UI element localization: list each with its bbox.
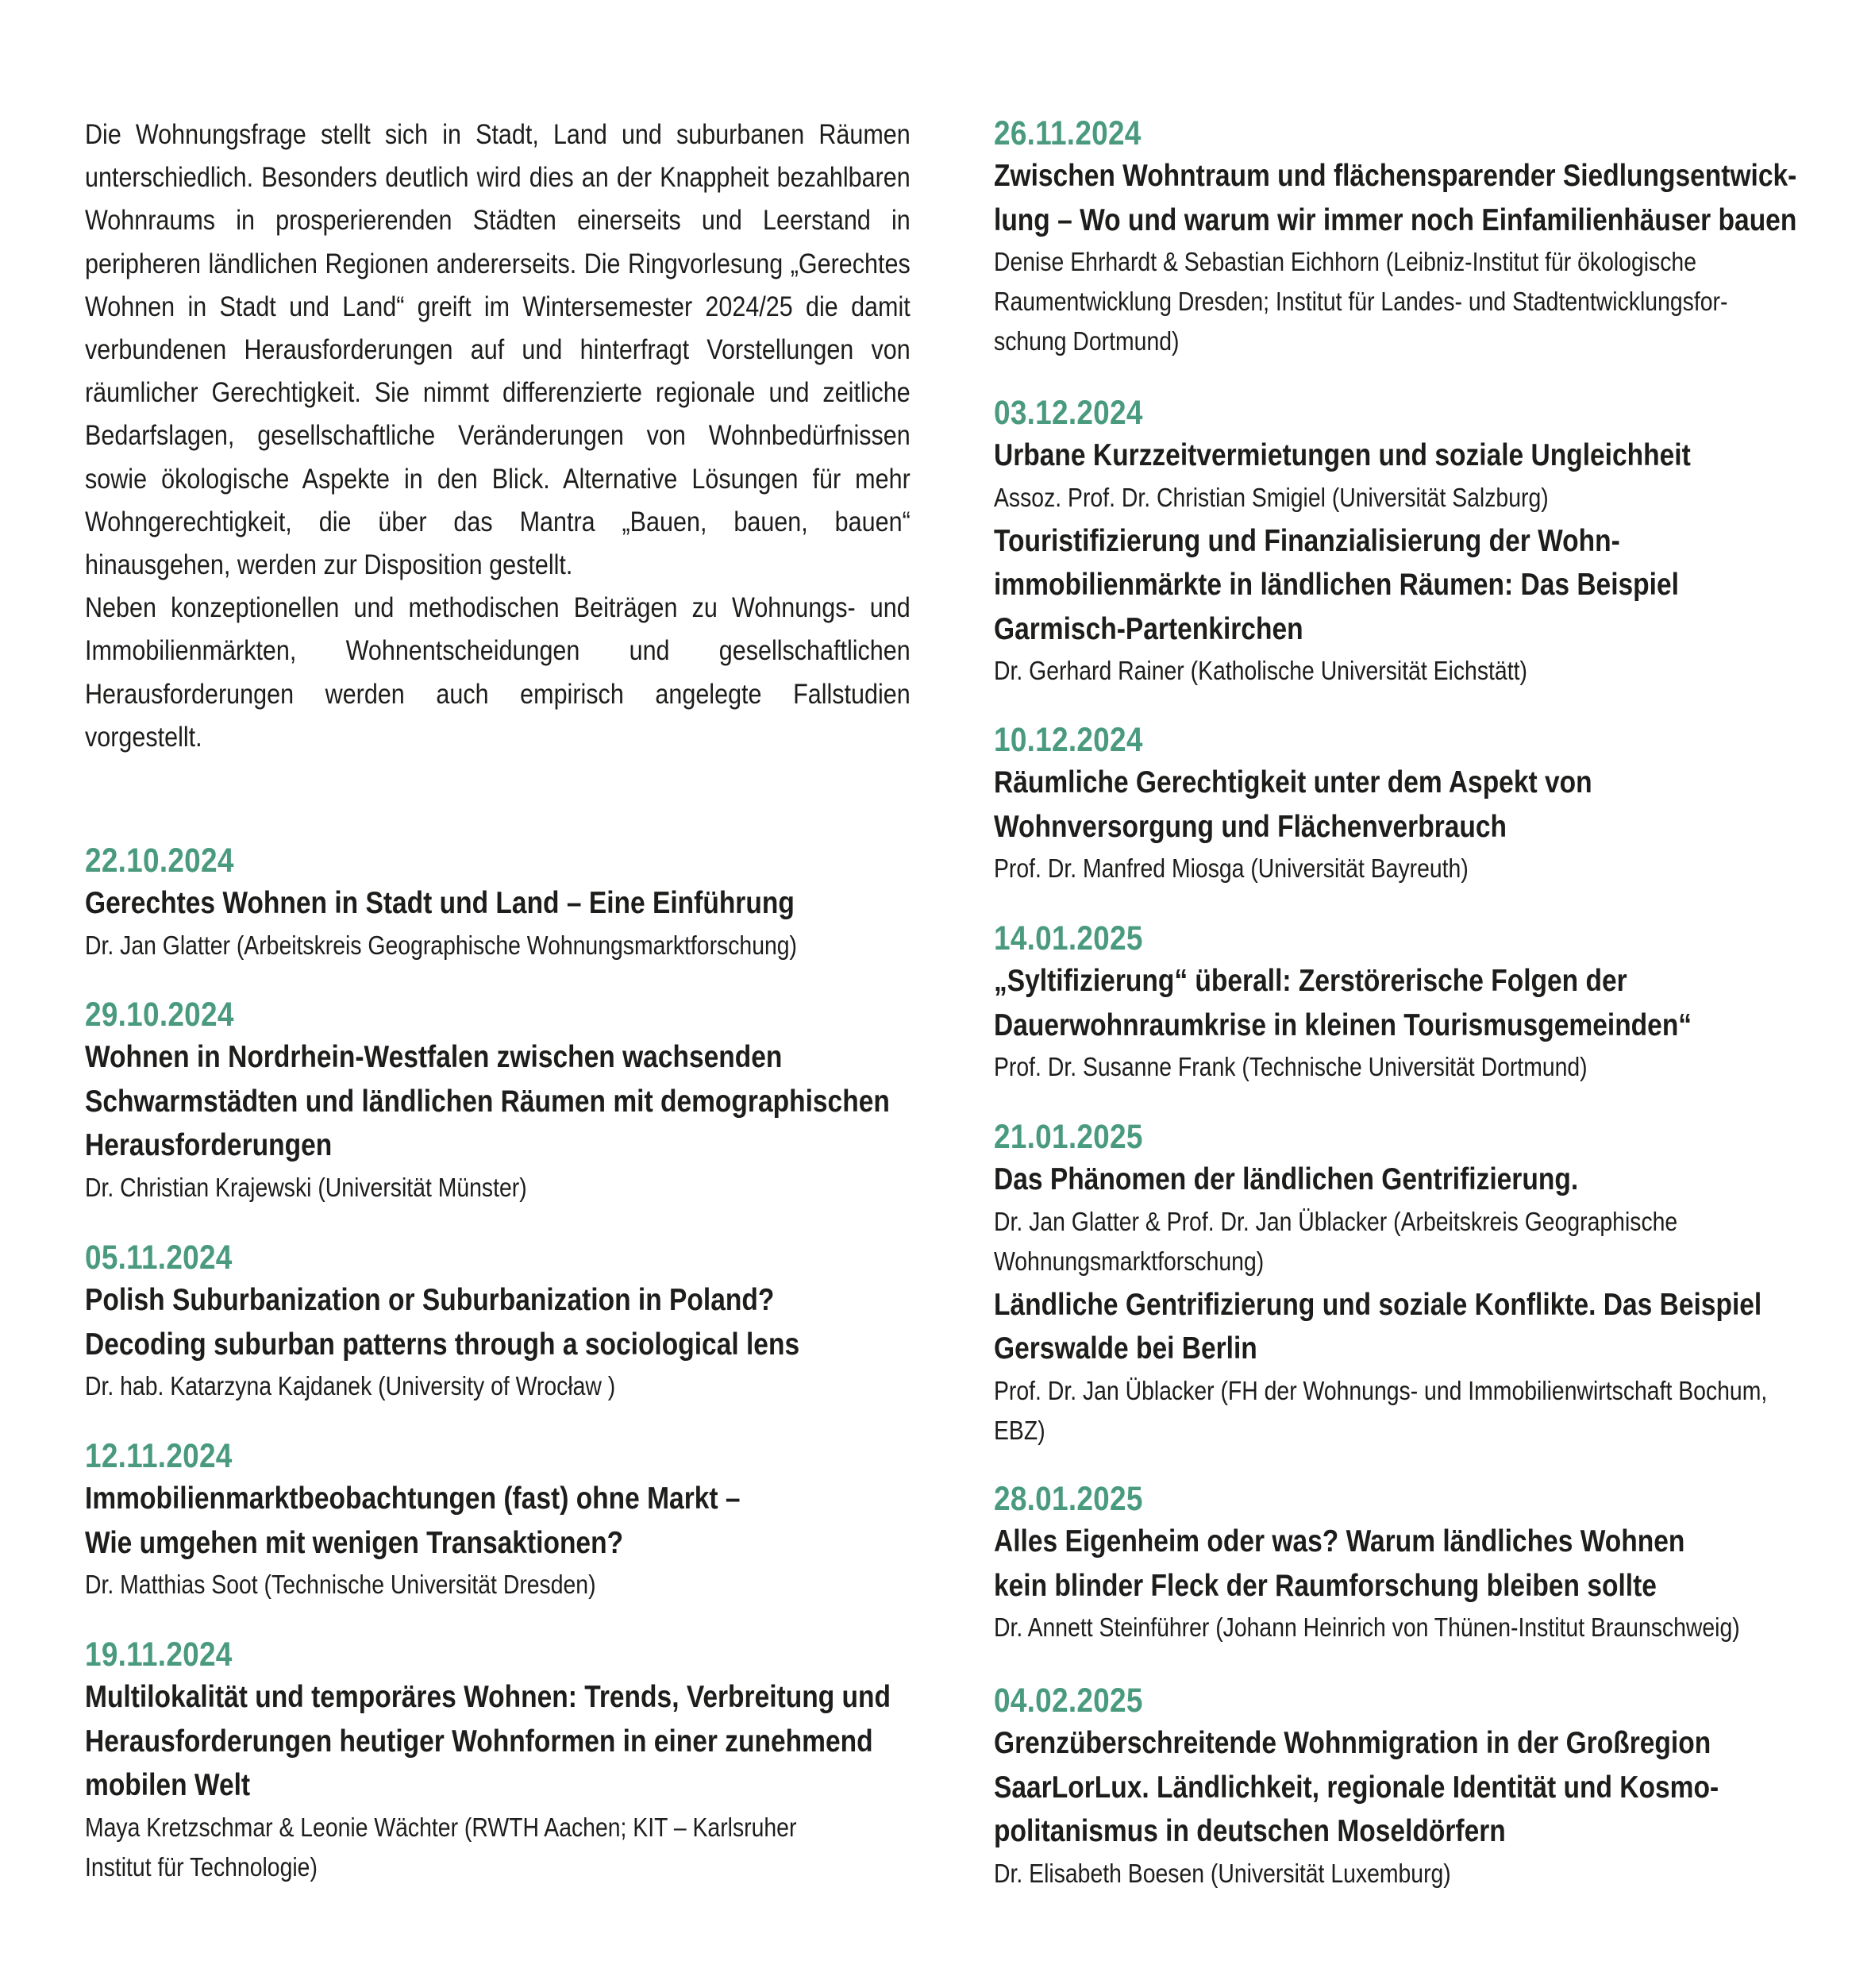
talk-entry xyxy=(85,1278,799,1406)
session-block xyxy=(994,1116,1767,1451)
talk-title-line: Grenzüberschreitende Wohnmigration in der Großregion xyxy=(994,1726,1711,1760)
talk-title-line: Urbane Kurzzeitvermietungen und soziale Ungleichheit xyxy=(994,438,1691,472)
session-date: 19.11.2024 xyxy=(85,1635,233,1674)
intro-paragraph: Neben konzeptionellen und methodischen Beiträgen zu Wohnungs- und Immobilienmärkten, Wohnentscheidungen und gesellschaftlichen Herausforderungen werden auch empirisch angelegte Fallstudien vorgestellt. xyxy=(85,591,911,753)
talk-entry xyxy=(994,1520,1740,1647)
session-date: 03.12.2024 xyxy=(994,394,1143,432)
left-column xyxy=(85,0,911,1882)
session-date: 21.01.2025 xyxy=(994,1118,1143,1156)
talk-title-line: lung – Wo und warum wir immer noch Einfamilienhäuser bauen xyxy=(994,202,1797,237)
talk-title-line: Gerechtes Wohnen in Stadt und Land – Eine Einführung xyxy=(85,886,795,920)
talk-speaker-line: EBZ) xyxy=(994,1415,1045,1445)
talk-title-line: Wohnversorgung und Flächenverbrauch xyxy=(994,809,1507,844)
talk-entry xyxy=(994,1158,1767,1281)
session-block xyxy=(994,918,1692,1087)
talk-title-line: Dauerwohnraumkrise in kleinen Tourismusgemeinden“ xyxy=(994,1007,1692,1042)
talk-title-line: Alles Eigenheim oder was? Warum ländliches Wohnen xyxy=(994,1524,1685,1558)
talk-speaker-line: Prof. Dr. Jan Üblacker (FH der Wohnungs- und Immobilienwirtschaft Bochum, xyxy=(994,1375,1768,1405)
session-block xyxy=(85,994,890,1208)
session-date: 10.12.2024 xyxy=(994,721,1143,759)
talk-speaker-line: Dr. Annett Steinführer (Johann Heinrich von Thünen-Institut Braunschweig) xyxy=(994,1612,1740,1642)
session-block xyxy=(85,1435,741,1605)
talk-speaker-line: Institut für Technologie) xyxy=(85,1851,318,1882)
talk-entry xyxy=(85,1035,890,1208)
session-block xyxy=(85,1237,799,1406)
talk-title-line: SaarLorLux. Ländlichkeit, regionale Identität und Kosmo- xyxy=(994,1770,1719,1805)
talk-speaker-line: Dr. Elisabeth Boesen (Universität Luxemburg) xyxy=(994,1858,1451,1888)
talk-title-line: Gerswalde bei Berlin xyxy=(994,1331,1257,1366)
talk-speaker-line: schung Dortmund) xyxy=(994,326,1180,356)
talk-speaker-line: Prof. Dr. Susanne Frank (Technische Universität Dortmund) xyxy=(994,1052,1588,1081)
session-date: 14.01.2025 xyxy=(994,919,1143,957)
intro-text xyxy=(85,113,911,758)
talk-speaker-line: Maya Kretzschmar & Leonie Wächter (RWTH Aachen; KIT – Karlsruher xyxy=(85,1812,797,1842)
talk-entry xyxy=(85,1477,741,1605)
session-block xyxy=(994,1680,1719,1894)
talk-title-line: Zwischen Wohntraum und flächensparender Siedlungsentwick- xyxy=(994,159,1797,193)
talk-title-line: Wohnen in Nordrhein-Westfalen zwischen wachsenden xyxy=(85,1040,783,1074)
talk-title-line: Wie umgehen mit wenigen Transaktionen? xyxy=(85,1525,624,1560)
talk-entry xyxy=(85,881,797,965)
talk-speaker-line: Raumentwicklung Dresden; Institut für Landes- und Stadtentwicklungsfor- xyxy=(994,287,1728,316)
session-date: 29.10.2024 xyxy=(85,996,234,1034)
talk-entry xyxy=(994,519,1691,692)
talk-speaker-line: Dr. hab. Katarzyna Kajdanek (University of Wrocław ) xyxy=(85,1371,616,1400)
talk-title-line: Herausforderungen heutiger Wohnformen in einer zunehmend xyxy=(85,1724,873,1759)
talk-entry xyxy=(994,433,1691,518)
session-date: 12.11.2024 xyxy=(85,1437,233,1475)
session-block xyxy=(994,719,1592,888)
session-block xyxy=(994,113,1796,361)
talk-entry xyxy=(994,154,1796,361)
talk-title-line: mobilen Welt xyxy=(85,1768,251,1802)
talk-title-line: Decoding suburban patterns through a sociological lens xyxy=(85,1327,800,1362)
talk-title-line: Das Phänomen der ländlichen Gentrifizierung. xyxy=(994,1162,1579,1196)
talk-entry xyxy=(994,761,1592,888)
session-block xyxy=(85,840,797,965)
talk-speaker-line: Prof. Dr. Manfred Miosga (Universität Bayreuth) xyxy=(994,853,1469,883)
talk-speaker-line: Denise Ehrhardt & Sebastian Eichhorn (Leibniz-Institut für ökologische xyxy=(994,247,1696,276)
talk-speaker-line: Dr. Christian Krajewski (Universität Münster) xyxy=(85,1172,527,1202)
talk-entry xyxy=(994,1283,1767,1451)
talk-title-line: Multilokalität und temporäres Wohnen: Trends, Verbreitung und xyxy=(85,1680,891,1714)
talk-speaker-line: Dr. Jan Glatter (Arbeitskreis Geographische Wohnungsmarktforschung) xyxy=(85,930,797,960)
session-date: 22.10.2024 xyxy=(85,842,234,880)
session-block xyxy=(85,1634,891,1887)
talk-title-line: kein blinder Fleck der Raumforschung bleiben sollte xyxy=(994,1568,1657,1603)
talk-entry xyxy=(85,1675,891,1887)
talk-title-line: Schwarmstädten und ländlichen Räumen mit demographischen xyxy=(85,1084,890,1119)
session-block xyxy=(994,392,1691,691)
talk-title-line: Touristifizierung und Finanzialisierung der Wohn- xyxy=(994,523,1620,558)
talk-speaker-line: Assoz. Prof. Dr. Christian Smigiel (Universität Salzburg) xyxy=(994,482,1549,512)
session-date: 28.01.2025 xyxy=(994,1480,1143,1518)
intro-paragraph: Die Wohnungsfrage stellt sich in Stadt, Land und suburbanen Räumen unterschiedlich. Besonders deutlich wird dies an der Knappheit bezahlbaren Wohnraums in prosperierenden Städten einerseits und Leerstand in peripheren ländlichen Regionen andererseits. Die Ringvorlesung „Gerechtes Wohnen in Stadt und Land“ greift im Wintersemester 2024/25 die damit verbundenen Herausforderungen auf und hinterfragt Vorstellungen von räumlicher Gerechtigkeit. Sie nimmt differenzierte regionale und zeitliche Bedarfslagen, gesellschaftliche Veränderungen von Wohnbedürfnissen sowie ökologische Aspekte in den Blick. Alternative Lösungen für mehr Wohngerechtigkeit, die über das Mantra „Bauen, bauen, bauen“ hinausgehen, werden zur Disposition gestellt. xyxy=(85,118,911,581)
talk-title-line: Polish Suburbanization or Suburbanization in Poland? xyxy=(85,1283,775,1317)
talk-entry xyxy=(994,1721,1719,1894)
talk-title-line: Ländliche Gentrifizierung und soziale Konflikte. Das Beispiel xyxy=(994,1287,1762,1322)
talk-title-line: politanismus in deutschen Moseldörfern xyxy=(994,1814,1506,1848)
talk-speaker-line: Dr. Jan Glatter & Prof. Dr. Jan Üblacker (Arbeitskreis Geographische xyxy=(994,1206,1678,1236)
session-date: 04.02.2025 xyxy=(994,1682,1143,1720)
talk-entry xyxy=(994,959,1692,1087)
talk-title-line: „Syltifizierung“ überall: Zerstörerische Folgen der xyxy=(994,964,1627,998)
talk-title-line: Immobilienmarktbeobachtungen (fast) ohne Markt – xyxy=(85,1481,741,1516)
talk-speaker-line: Dr. Matthias Soot (Technische Universität Dresden) xyxy=(85,1570,596,1599)
session-block xyxy=(994,1478,1740,1647)
session-date: 26.11.2024 xyxy=(994,114,1142,152)
talk-speaker-line: Wohnungsmarktforschung) xyxy=(994,1246,1265,1276)
session-date: 05.11.2024 xyxy=(85,1239,233,1277)
talk-title-line: Räumliche Gerechtigkeit unter dem Aspekt von xyxy=(994,765,1592,799)
talk-title-line: Garmisch-Partenkirchen xyxy=(994,611,1303,646)
talk-speaker-line: Dr. Gerhard Rainer (Katholische Universität Eichstätt) xyxy=(994,656,1527,685)
talk-title-line: immobilienmärkte in ländlichen Räumen: Das Beispiel xyxy=(994,568,1679,602)
talk-title-line: Herausforderungen xyxy=(85,1128,333,1162)
